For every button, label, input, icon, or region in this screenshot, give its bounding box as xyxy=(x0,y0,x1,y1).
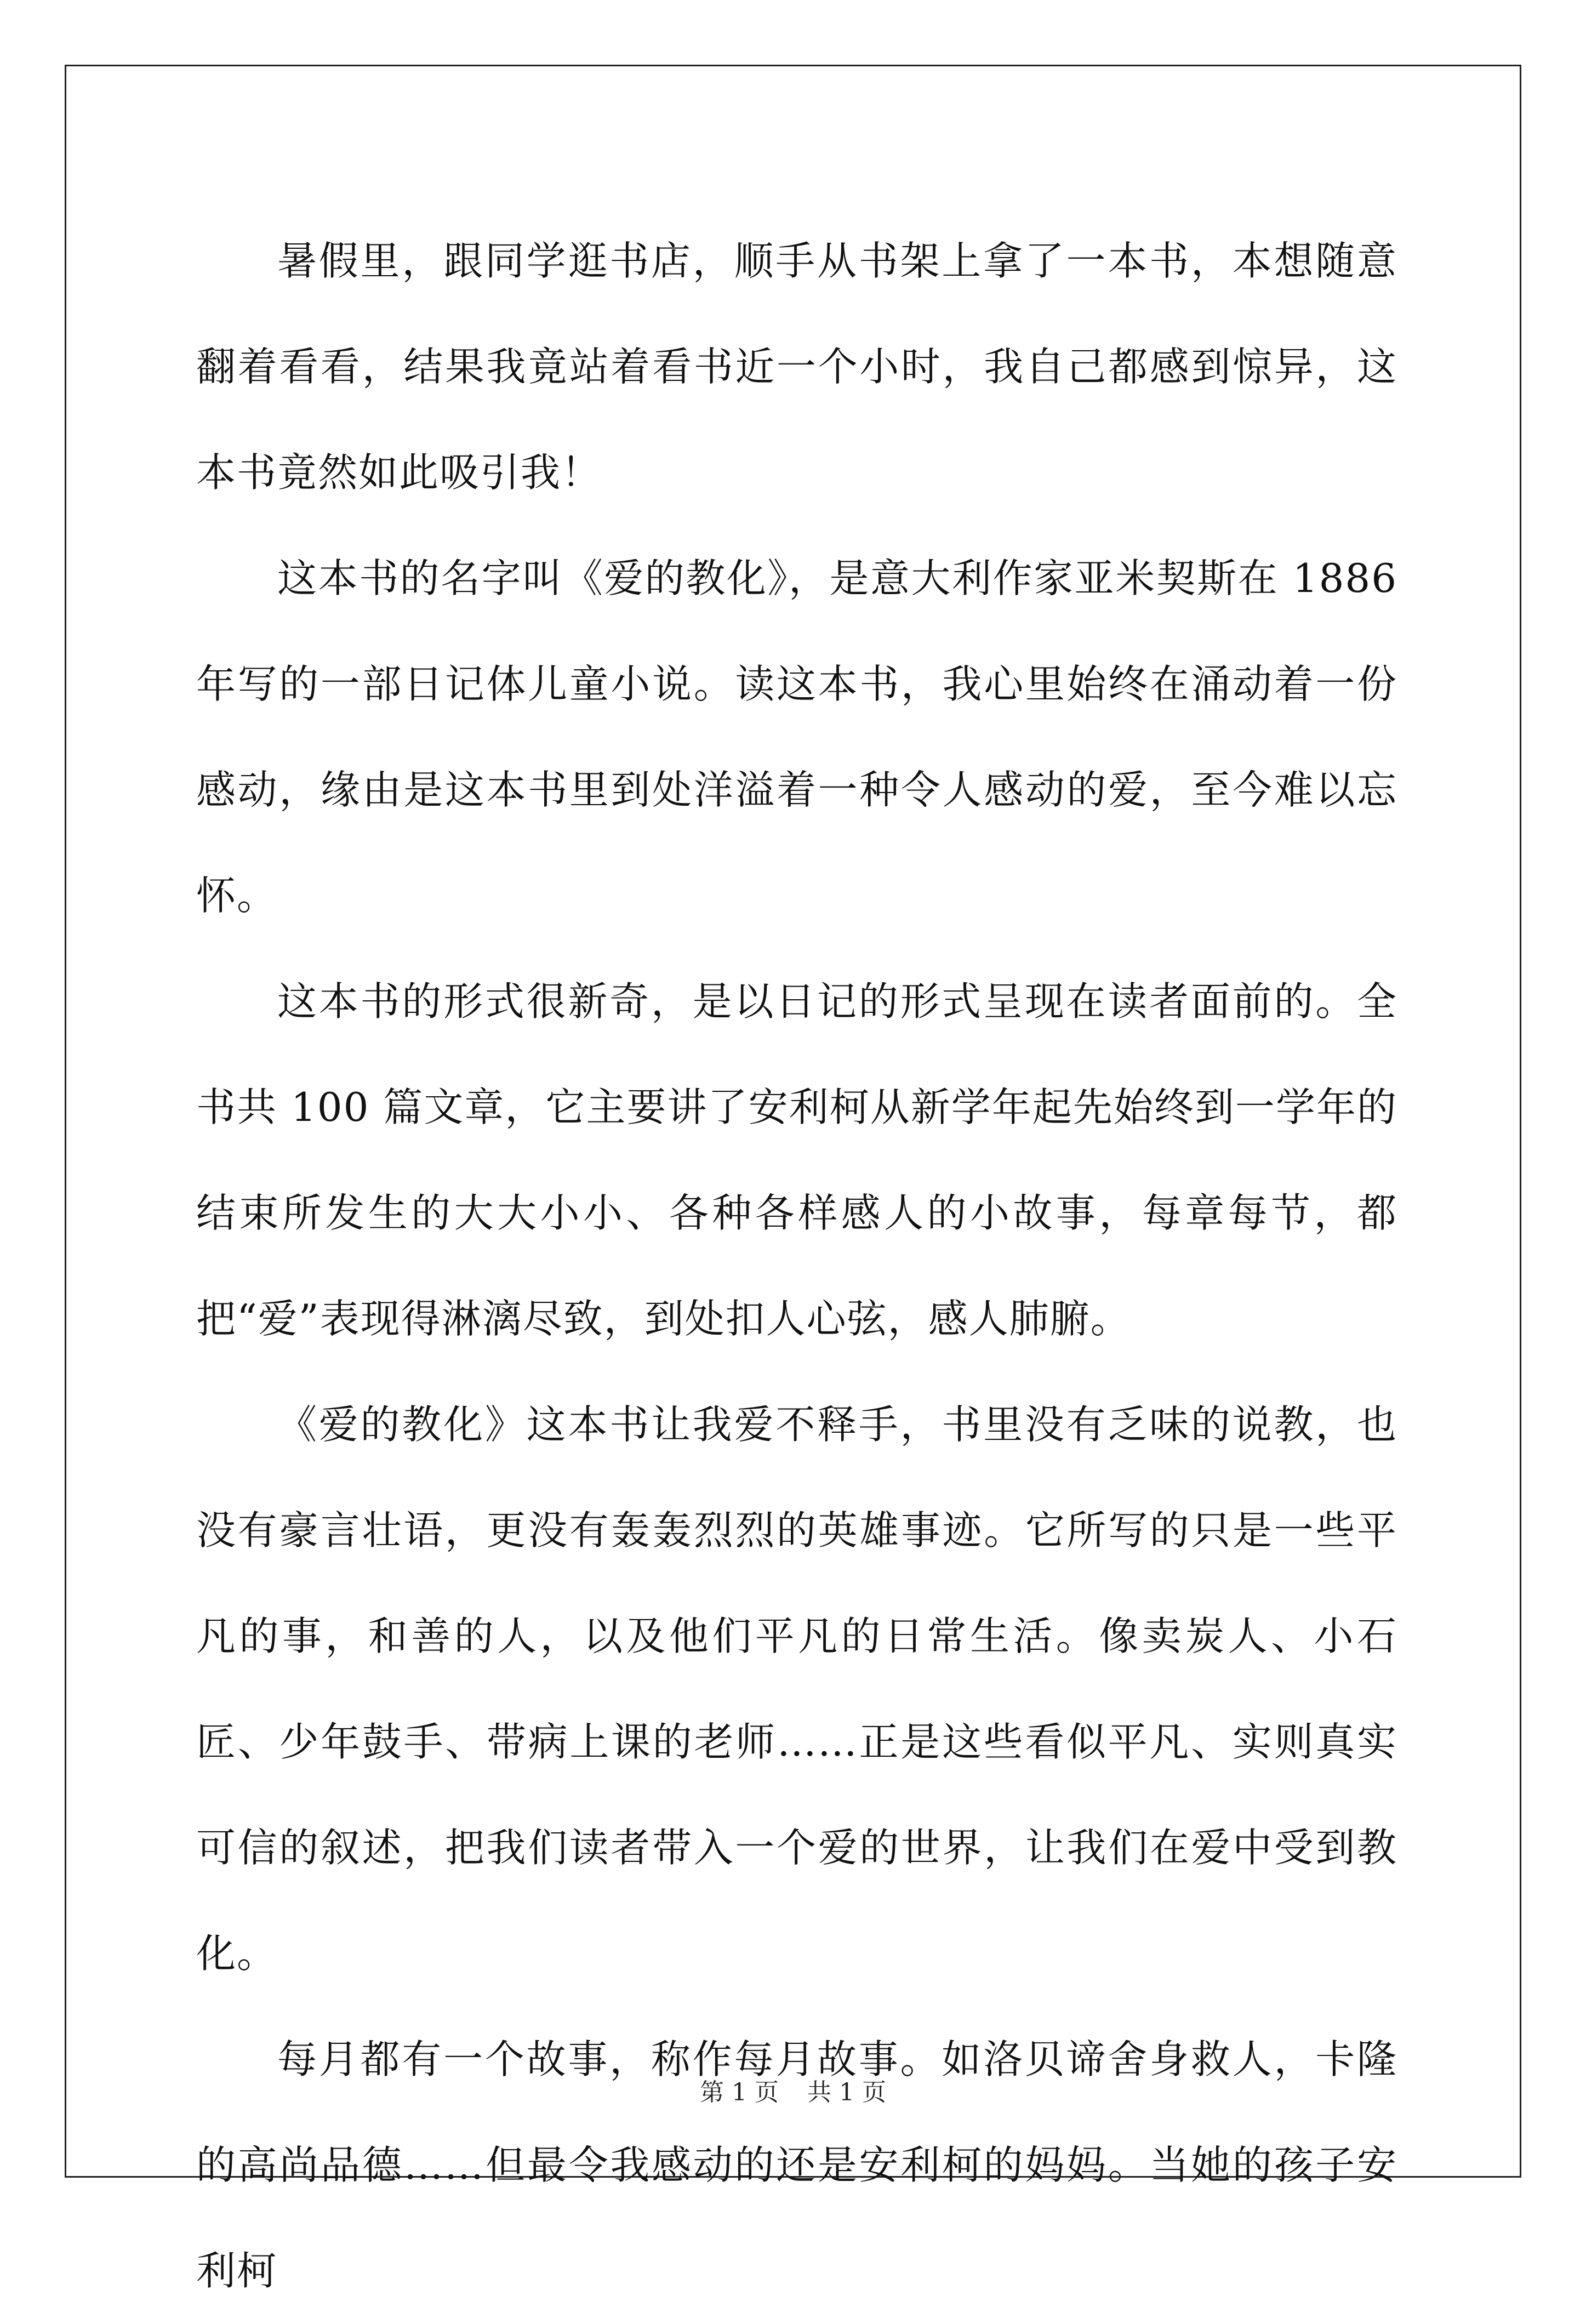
paragraph-4: 《爱的教化》这本书让我爱不释手，书里没有乏味的说教，也没有豪言壮语，更没有轰轰烈烈的英雄事迹。它所写的只是一些平凡的事，和善的人，以及他们平凡的日常生活。像卖炭人、小石匠、少年鼓手、带病上课的老师……正是这些看似平凡、实则真实可信的叙述，把我们读者带入一个爱的世界，让我们在爱中受到教化。 xyxy=(196,1402,1397,1976)
paragraph-5: 每月都有一个故事，称作每月故事。如洛贝谛舍身救人，卡隆的高尚品德……但最令我感动的还是安利柯的妈妈。当她的孩子安利柯 xyxy=(196,2036,1397,2294)
page-footer xyxy=(0,2076,1586,2109)
paragraph-2: 这本书的名字叫《爱的教化》，是意大利作家亚米契斯在 1886 年写的一部日记体儿童小说。读这本书，我心里始终在涌动着一份感动，缘由是这本书里到处洋溢着一种令人感动的爱，至今难以忘怀。 xyxy=(196,555,1397,919)
page-number: 第 1 页 xyxy=(700,2078,779,2106)
paragraph-1: 暑假里，跟同学逛书店，顺手从书架上拿了一本书，本想随意翻着看看，结果我竟站着看书近一个小时，我自己都感到惊异，这本书竟然如此吸引我！ xyxy=(196,238,1397,495)
document-body xyxy=(196,208,1397,2324)
page-total: 共 1 页 xyxy=(807,2078,886,2106)
paragraph-3: 这本书的形式很新奇，是以日记的形式呈现在读者面前的。全书共 100 篇文章，它主要讲了安利柯从新学年起先始终到一学年的结束所发生的大大小小、各种各样感人的小故事，每章每节，都把“爱”表现得淋漓尽致，到处扣人心弦，感人肺腑。 xyxy=(196,978,1397,1342)
